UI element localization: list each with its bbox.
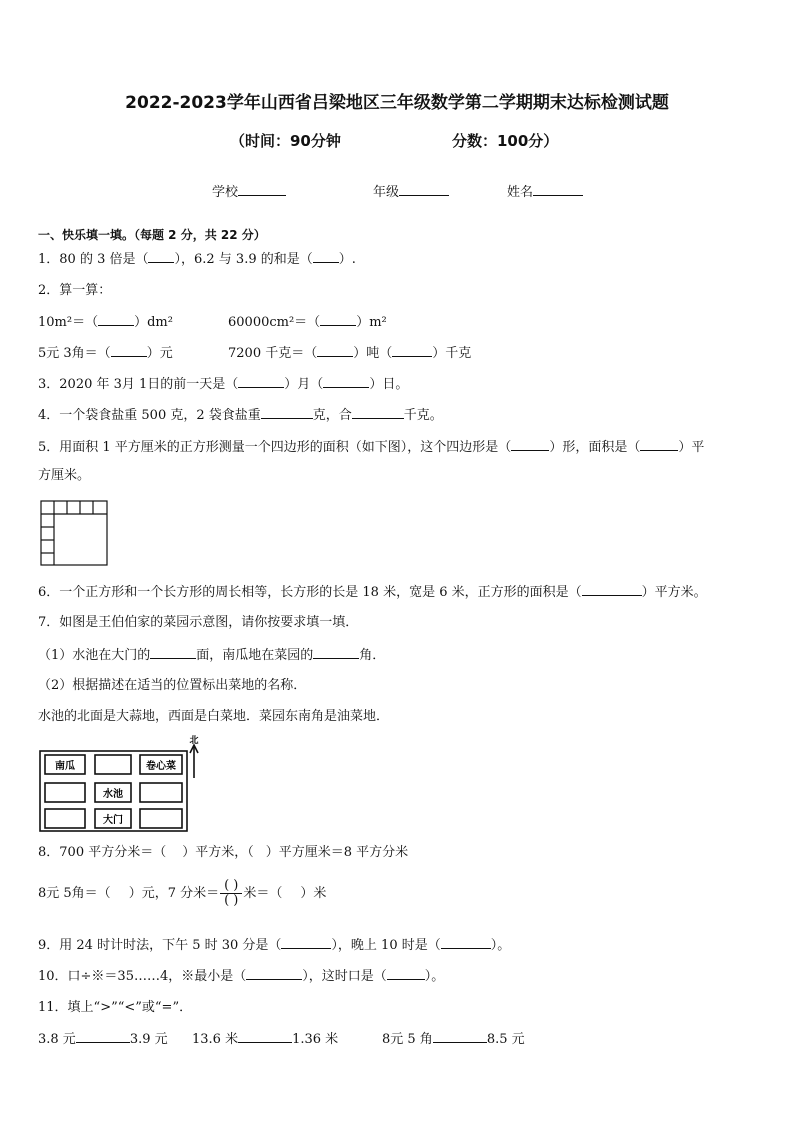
question-2b: 60000cm²＝（ ）m² xyxy=(228,315,387,330)
question-10: 10．口÷※＝35……4，※最小是（ ），这时口是（ ）。 xyxy=(38,969,445,984)
question-11-title: 11．填上“>”“<”或“=”． xyxy=(38,1000,193,1015)
question-1: 1．80 的 3 倍是（ ），6.2 与 3.9 的和是（ ）. xyxy=(38,252,356,267)
question-2-title: 2．算一算： xyxy=(38,283,112,298)
question-11a: 3.8 元 3.9 元 xyxy=(38,1032,168,1047)
question-2c: 5元 3角＝（ ）元 xyxy=(38,346,173,361)
fraction: $\frac{( )}{( )}$ xyxy=(220,879,242,908)
question-7-part1: （1）水池在大门的 面，南瓜地在菜园的 角． xyxy=(38,648,386,663)
question-8b: 8元 5角＝（ ）元，7 分米＝ $\frac{( )}{( )}$ 米＝（ ）米 xyxy=(38,878,327,908)
name-field xyxy=(507,181,583,200)
grade-field xyxy=(373,181,449,200)
pumpkin-label: 南瓜 xyxy=(55,761,75,772)
question-2d: 7200 千克＝（ ）吨（ ）千克 xyxy=(228,346,472,361)
quadrilateral-grid-figure xyxy=(40,500,110,568)
north-label: 北 xyxy=(189,736,199,746)
question-5: 5．用面积 1 平方厘米的正方形测量一个四边形的面积（如下图），这个四边形是（ ）形，面积是（ ）平 xyxy=(38,440,705,455)
question-11b: 13.6 米 1.36 米 xyxy=(192,1032,339,1047)
section-heading: 一、快乐填一填。（每题 2 分，共 22 分） xyxy=(38,228,266,242)
exam-time: （时间：90分钟 xyxy=(230,132,341,150)
garden-map xyxy=(38,733,208,833)
question-6: 6．一个正方形和一个长方形的周长相等，长方形的长是 18 米，宽是 6 米，正方形的面积是（ ）平方米。 xyxy=(38,585,707,600)
question-9: 9．用 24 时计时法，下午 5 时 30 分是（ ），晚上 10 时是（ ）。 xyxy=(38,938,511,953)
question-4: 4．一个袋食盐重 500 克，2 袋食盐重 克，合 千克。 xyxy=(38,408,443,423)
pool-label: 水池 xyxy=(103,789,123,800)
school-label: 学校 xyxy=(212,185,239,200)
gate-label: 大门 xyxy=(103,815,123,826)
page-title: 2022-2023学年山西省吕梁地区三年级数学第二学期期末达标检测试题 xyxy=(125,93,669,113)
question-3: 3．2020 年 3月 1日的前一天是（ ）月（ ）日。 xyxy=(38,377,409,392)
name-label: 姓名 xyxy=(507,185,534,200)
question-8a: 8．700 平方分米＝（ ）平方米，（ ）平方厘米＝8 平方分米 xyxy=(38,845,409,860)
cabbage-label: 卷心菜 xyxy=(146,761,176,772)
school-field xyxy=(212,181,286,200)
grade-label: 年级 xyxy=(373,185,400,200)
question-7-part2: （2）根据描述在适当的位置标出菜地的名称． xyxy=(38,678,307,693)
question-7-title: 7．如图是王伯伯家的菜园示意图，请你按要求填一填． xyxy=(38,615,359,630)
question-5-cont: 方厘米。 xyxy=(38,468,91,483)
exam-score: 分数：100分） xyxy=(452,132,559,150)
question-11c: 8元 5 角 8.5 元 xyxy=(382,1032,525,1047)
question-7-description: 水池的北面是大蒜地，西面是白菜地．菜园东南角是油菜地． xyxy=(38,709,390,724)
question-2a: 10m²＝（ ）dm² xyxy=(38,315,173,330)
